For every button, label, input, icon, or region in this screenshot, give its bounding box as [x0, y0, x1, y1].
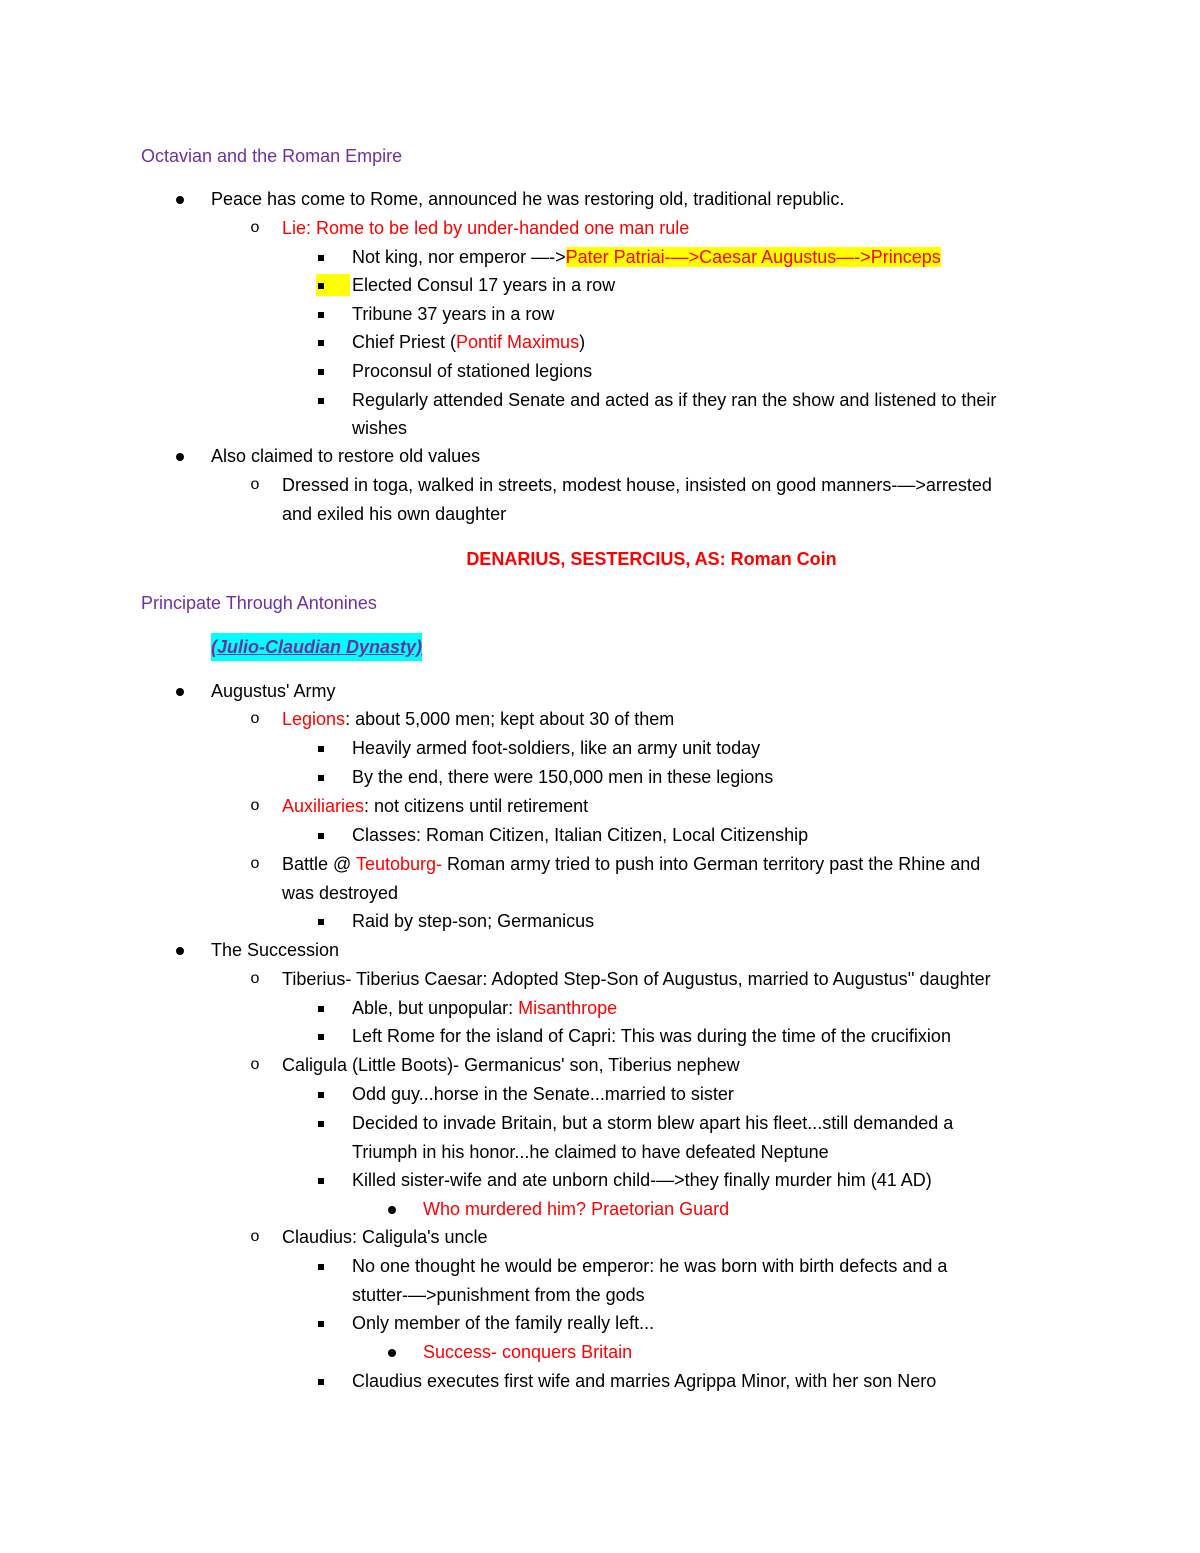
list-item: Peace has come to Rome, announced he was restoring old, traditional republic.	[211, 189, 845, 209]
section-heading: Principate Through Antonines	[141, 593, 377, 613]
list-item-continuation: was destroyed	[282, 883, 399, 903]
list-item-continuation: and exiled his own daughter	[282, 504, 507, 524]
dynasty-label: (Julio-Claudian Dynasty)	[211, 633, 422, 661]
list-item: Battle @ Teutoburg- Roman army tried to push into German territory past the Rhine and	[282, 854, 981, 874]
bullet-square	[313, 763, 329, 791]
list-item: No one thought he would be emperor: he was born with birth defects and a	[352, 1256, 948, 1276]
bullet-disc	[384, 1195, 400, 1223]
bullet-square	[313, 1080, 329, 1108]
list-item: Who murdered him? Praetorian Guard	[423, 1199, 730, 1219]
list-item: Able, but unpopular: Misanthrope	[352, 998, 618, 1018]
bullet-disc	[172, 185, 188, 213]
list-item: Auxiliaries: not citizens until retirement	[282, 796, 589, 816]
list-item: Also claimed to restore old values	[211, 446, 481, 466]
bullet-disc	[172, 936, 188, 964]
bullet-square	[313, 1367, 329, 1395]
list-item: Only member of the family really left...	[352, 1313, 655, 1333]
list-item: Chief Priest (Pontif Maximus)	[352, 332, 586, 352]
bullet-square	[313, 357, 329, 385]
list-item: Tiberius- Tiberius Caesar: Adopted Step-Son of Augustus, married to Augustus'' daughter	[282, 969, 991, 989]
list-item: Claudius executes first wife and marries Agrippa Minor, with her son Nero	[352, 1371, 937, 1391]
list-item: Augustus' Army	[211, 681, 336, 701]
bullet-circle: o	[250, 219, 260, 236]
list-item: Caligula (Little Boots)- Germanicus' son, Tiberius nephew	[282, 1055, 740, 1075]
list-item: Odd guy...horse in the Senate...married to sister	[352, 1084, 734, 1104]
bullet-square	[313, 1166, 329, 1194]
bullet-circle: o	[250, 1228, 260, 1245]
list-item: Killed sister-wife and ate unborn child-—>they finally murder him (41 AD)	[352, 1170, 932, 1190]
bullet-circle: o	[250, 797, 260, 814]
bullet-square	[313, 271, 329, 299]
highlighted-text: Pater Patriai-—>Caesar Augustus—->Princeps	[565, 247, 941, 267]
coin-note: DENARIUS, SESTERCIUS, AS: Roman Coin	[466, 549, 837, 569]
list-item-continuation: stutter-—>punishment from the gods	[352, 1285, 645, 1305]
bullet-square	[313, 386, 329, 414]
list-item: Raid by step-son; Germanicus	[352, 911, 595, 931]
list-item: Success- conquers Britain	[423, 1342, 633, 1362]
list-item: Decided to invade Britain, but a storm blew apart his fleet...still demanded a	[352, 1113, 954, 1133]
list-item-continuation: wishes	[352, 418, 408, 438]
list-item: Classes: Roman Citizen, Italian Citizen, Local Citizenship	[352, 825, 809, 845]
list-item: Dressed in toga, walked in streets, modest house, insisted on good manners-—>arrested	[282, 475, 992, 495]
bullet-square	[313, 821, 329, 849]
bullet-circle: o	[250, 1056, 260, 1073]
bullet-square	[313, 1022, 329, 1050]
bullet-square	[313, 243, 329, 271]
bullet-circle: o	[250, 710, 260, 727]
list-item: Not king, nor emperor —->Pater Patriai-—>Caesar Augustus—->Princeps	[352, 247, 941, 267]
bullet-disc	[172, 442, 188, 470]
list-item: Elected Consul 17 years in a row	[352, 275, 616, 295]
bullet-circle: o	[250, 855, 260, 872]
list-item: The Succession	[211, 940, 340, 960]
list-item: Lie: Rome to be led by under-handed one man rule	[282, 218, 690, 238]
bullet-square	[313, 328, 329, 356]
list-item: Claudius: Caligula's uncle	[282, 1227, 488, 1247]
list-item: By the end, there were 150,000 men in these legions	[352, 767, 774, 787]
list-item: Heavily armed foot-soldiers, like an army unit today	[352, 738, 761, 758]
bullet-square	[313, 994, 329, 1022]
bullet-disc	[172, 677, 188, 705]
list-item: Regularly attended Senate and acted as if they ran the show and listened to their	[352, 390, 997, 410]
bullet-square	[313, 1252, 329, 1280]
bullet-square	[313, 300, 329, 328]
list-item: Left Rome for the island of Capri: This was during the time of the crucifixion	[352, 1026, 951, 1046]
list-item-continuation: Triumph in his honor...he claimed to have defeated Neptune	[352, 1142, 829, 1162]
bullet-disc	[384, 1338, 400, 1366]
bullet-square	[313, 1309, 329, 1337]
bullet-circle: o	[250, 970, 260, 987]
bullet-circle: o	[250, 476, 260, 493]
list-item: Legions: about 5,000 men; kept about 30 of them	[282, 709, 675, 729]
section-heading: Octavian and the Roman Empire	[141, 146, 403, 166]
bullet-square	[313, 907, 329, 935]
list-item: Proconsul of stationed legions	[352, 361, 593, 381]
bullet-square	[313, 1109, 329, 1137]
list-item: Tribune 37 years in a row	[352, 304, 555, 324]
bullet-square	[313, 734, 329, 762]
